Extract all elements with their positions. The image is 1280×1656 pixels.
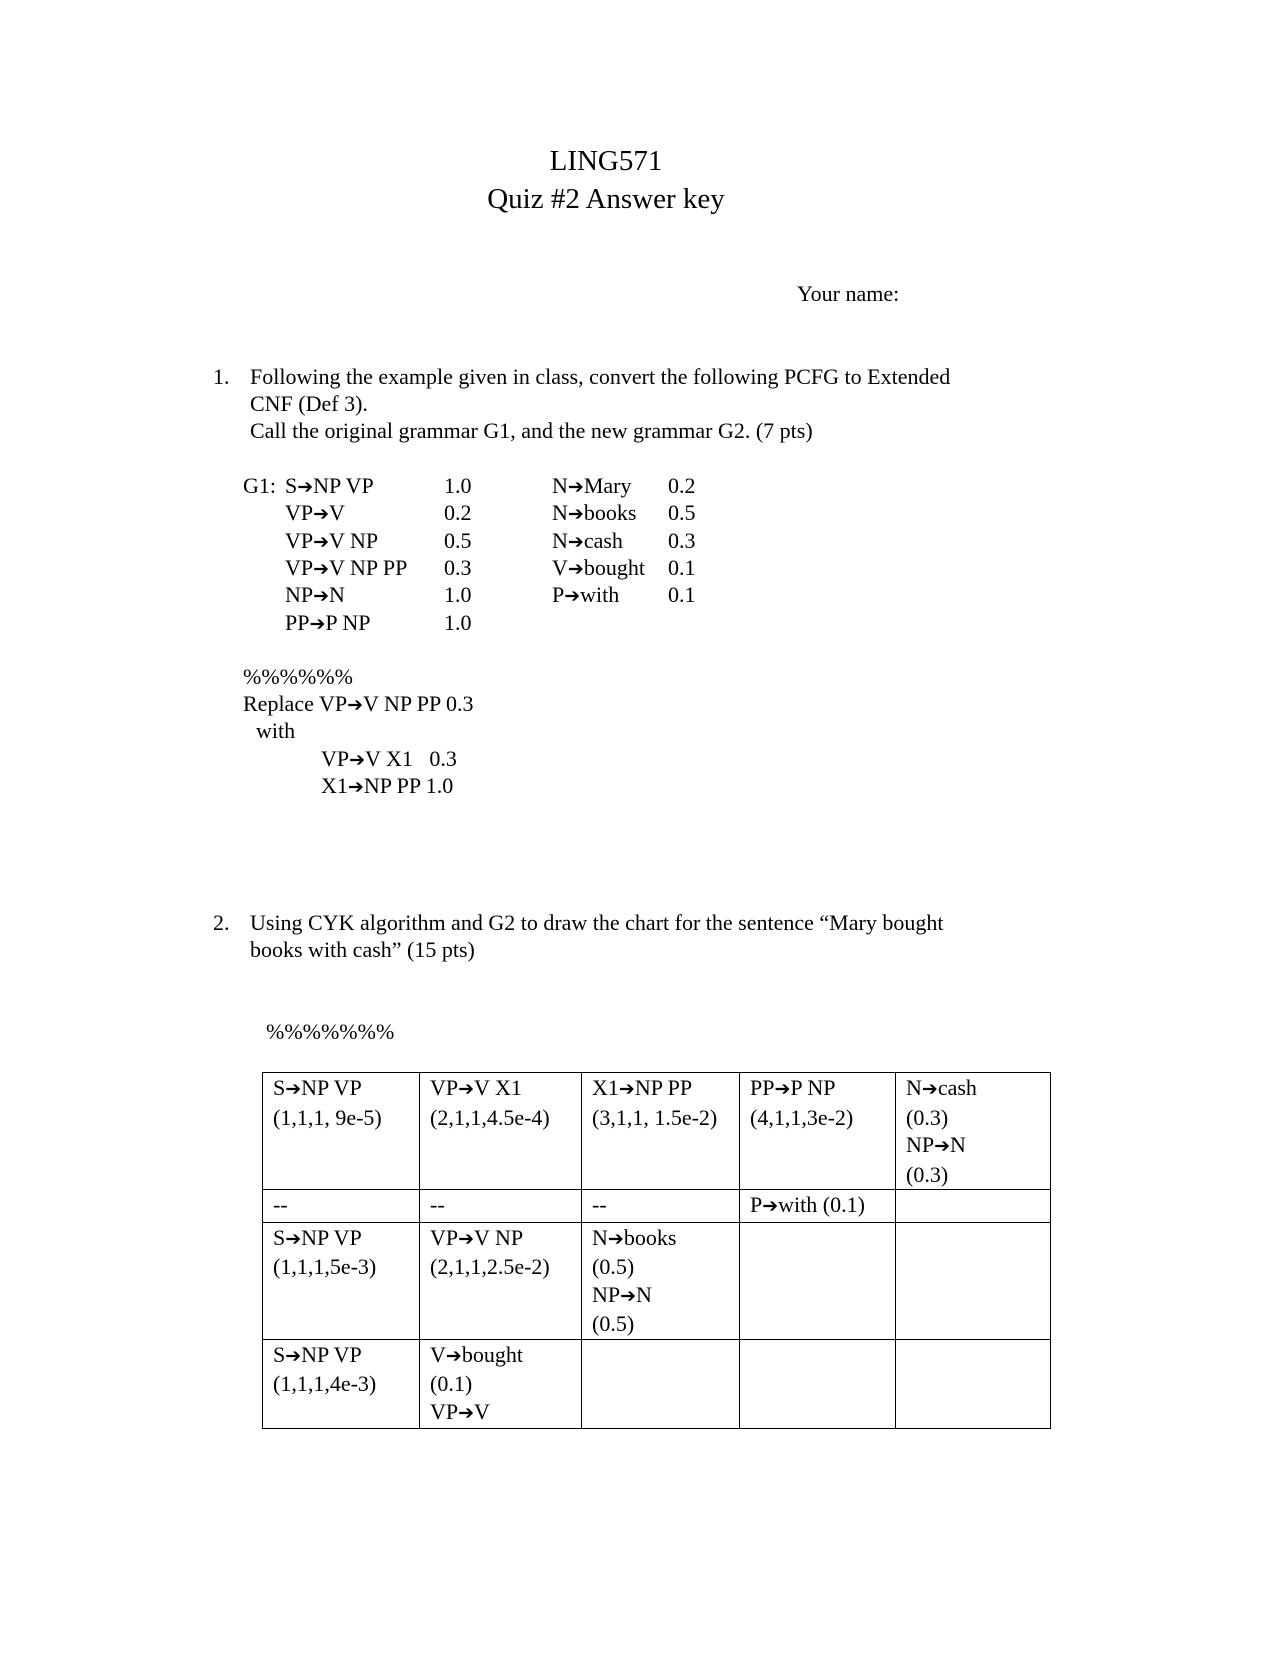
arrow-icon: ➔ bbox=[934, 1135, 951, 1157]
cell-text: S bbox=[273, 1075, 286, 1100]
arrow-icon: ➔ bbox=[774, 1078, 791, 1100]
chart-cell bbox=[420, 1339, 582, 1429]
rule-probability: 1.0 bbox=[444, 582, 472, 608]
chart-cell bbox=[896, 1339, 1051, 1429]
arrow-icon: ➔ bbox=[285, 1227, 302, 1250]
q2-number: 2. bbox=[213, 910, 230, 935]
chart-cell bbox=[582, 1073, 740, 1190]
chart-cell bbox=[263, 1073, 420, 1190]
grammar-rule: VP➔V NP PP bbox=[285, 554, 408, 580]
q1-line: Call the original grammar G1, and the new grammar G2. (7 pts) bbox=[250, 418, 813, 443]
arrow-icon: ➔ bbox=[285, 1078, 302, 1100]
grammar-rule: S➔NP VP bbox=[285, 473, 374, 498]
arrow-icon: ➔ bbox=[567, 503, 584, 526]
chart-cell bbox=[263, 1222, 420, 1339]
cell-text: P bbox=[750, 1192, 763, 1217]
page-title: Quiz #2 Answer key bbox=[487, 183, 725, 215]
cell-text: -- bbox=[592, 1192, 607, 1217]
cell-text: V X1 (2,1,1,4.5e-4) bbox=[430, 1075, 550, 1130]
course-title: LING571 bbox=[549, 145, 663, 177]
chart-cell bbox=[582, 1339, 740, 1429]
cell-text: N (0.5) bbox=[592, 1281, 652, 1336]
rule-probability: 0.2 bbox=[668, 473, 696, 498]
cell-text: cash (0.3) NP bbox=[906, 1075, 977, 1157]
arrow-icon: ➔ bbox=[445, 1344, 462, 1367]
grammar-rule: PP➔P NP bbox=[285, 609, 371, 635]
arrow-icon: ➔ bbox=[297, 476, 314, 498]
replace-line: Replace VP➔V NP PP 0.3 bbox=[243, 691, 474, 716]
arrow-icon: ➔ bbox=[309, 612, 326, 635]
chart-cell bbox=[263, 1339, 420, 1429]
cell-text: N bbox=[592, 1224, 608, 1250]
new-rule: VP➔V X1 0.3 bbox=[321, 746, 457, 771]
cyk-chart bbox=[262, 1072, 1051, 1429]
arrow-icon: ➔ bbox=[349, 749, 366, 771]
arrow-icon: ➔ bbox=[567, 530, 584, 553]
chart-cell bbox=[740, 1190, 896, 1223]
arrow-icon: ➔ bbox=[458, 1401, 475, 1424]
chart-cell bbox=[420, 1073, 582, 1190]
grammar-rule: N➔Mary bbox=[552, 473, 632, 498]
cell-text: VP bbox=[430, 1224, 459, 1250]
cell-text: with (0.1) bbox=[778, 1192, 865, 1217]
rule-probability: 0.3 bbox=[668, 527, 696, 553]
arrow-icon: ➔ bbox=[347, 694, 363, 716]
grammar-rule: VP➔V bbox=[285, 500, 345, 526]
arrow-icon: ➔ bbox=[285, 1344, 302, 1367]
arrow-icon: ➔ bbox=[313, 585, 330, 608]
cell-text: NP PP (3,1,1, 1.5e-2) bbox=[592, 1075, 718, 1130]
cell-text: V bbox=[474, 1398, 490, 1424]
grammar-rule: N➔books bbox=[552, 500, 637, 526]
separator: %%%%%% bbox=[243, 664, 353, 689]
q1-line: CNF (Def 3). bbox=[250, 391, 368, 416]
arrow-icon: ➔ bbox=[620, 1284, 637, 1307]
cell-text: N bbox=[906, 1075, 922, 1100]
cell-text: -- bbox=[430, 1192, 445, 1217]
chart-cell bbox=[420, 1190, 582, 1223]
rule-probability: 0.1 bbox=[668, 554, 696, 580]
arrow-icon: ➔ bbox=[762, 1195, 779, 1217]
arrow-icon: ➔ bbox=[567, 557, 584, 580]
arrow-icon: ➔ bbox=[921, 1078, 938, 1100]
arrow-icon: ➔ bbox=[607, 1227, 624, 1250]
cell-text: V NP (2,1,1,2.5e-2) bbox=[430, 1224, 550, 1279]
chart-cell bbox=[740, 1073, 896, 1190]
g1-label: G1: bbox=[243, 473, 276, 498]
grammar-rule: N➔cash bbox=[552, 527, 623, 553]
arrow-icon: ➔ bbox=[567, 476, 584, 498]
chart-cell bbox=[582, 1222, 740, 1339]
cell-text: PP bbox=[750, 1075, 775, 1100]
arrow-icon: ➔ bbox=[313, 557, 330, 580]
chart-cell bbox=[740, 1339, 896, 1429]
q2-line: books with cash” (15 pts) bbox=[250, 937, 475, 962]
cell-text: NP VP (1,1,1, 9e-5) bbox=[273, 1075, 382, 1130]
grammar-rule: NP➔N bbox=[285, 582, 345, 608]
cell-text: P NP (4,1,1,3e-2) bbox=[750, 1075, 854, 1130]
q2-line: Using CYK algorithm and G2 to draw the chart for the sentence “Mary bought bbox=[250, 910, 944, 935]
new-rule: X1➔NP PP 1.0 bbox=[321, 773, 454, 798]
arrow-icon: ➔ bbox=[458, 1078, 475, 1100]
arrow-icon: ➔ bbox=[618, 1078, 635, 1100]
cell-text: books (0.5) NP bbox=[592, 1224, 677, 1307]
chart-cell bbox=[896, 1190, 1051, 1223]
chart-cell bbox=[740, 1222, 896, 1339]
rule-probability: 1.0 bbox=[444, 473, 472, 498]
arrow-icon: ➔ bbox=[347, 776, 364, 798]
chart-cell bbox=[263, 1190, 420, 1223]
q1-number: 1. bbox=[213, 364, 230, 389]
cell-text: bought (0.1) VP bbox=[430, 1341, 523, 1424]
grammar-rule: P➔with bbox=[552, 582, 620, 608]
rule-probability: 1.0 bbox=[444, 609, 472, 635]
name-label: Your name: bbox=[797, 281, 900, 306]
cell-text: NP VP (1,1,1,4e-3) bbox=[273, 1341, 377, 1396]
chart-row bbox=[263, 1190, 1051, 1223]
arrow-icon: ➔ bbox=[458, 1227, 475, 1250]
chart-cell bbox=[896, 1073, 1051, 1190]
arrow-icon: ➔ bbox=[313, 530, 330, 553]
q1-line: Following the example given in class, convert the following PCFG to Extended bbox=[250, 364, 951, 389]
cell-text: -- bbox=[273, 1192, 288, 1217]
cell-text: V bbox=[430, 1341, 446, 1367]
chart-cell bbox=[896, 1222, 1051, 1339]
chart-cell bbox=[420, 1222, 582, 1339]
rule-probability: 0.5 bbox=[668, 500, 696, 526]
cell-text: N (0.3) bbox=[906, 1132, 966, 1187]
rule-probability: 0.1 bbox=[668, 582, 696, 608]
cell-text: NP VP (1,1,1,5e-3) bbox=[273, 1224, 377, 1279]
cell-text: VP bbox=[430, 1075, 459, 1100]
rule-probability: 0.3 bbox=[444, 554, 472, 580]
grammar-rule: V➔bought bbox=[552, 554, 645, 580]
chart-row bbox=[263, 1073, 1051, 1190]
arrow-icon: ➔ bbox=[313, 503, 330, 526]
cell-text: S bbox=[273, 1341, 286, 1367]
grammar-rule: VP➔V NP bbox=[285, 527, 379, 553]
chart-row bbox=[263, 1339, 1051, 1429]
separator: %%%%%%% bbox=[266, 1019, 395, 1044]
chart-row bbox=[263, 1222, 1051, 1339]
with-label: with bbox=[256, 718, 296, 743]
chart-cell bbox=[582, 1190, 740, 1223]
cell-text: S bbox=[273, 1224, 286, 1250]
cell-text: X1 bbox=[592, 1075, 619, 1100]
arrow-icon: ➔ bbox=[564, 585, 581, 608]
rule-probability: 0.2 bbox=[444, 500, 472, 526]
rule-probability: 0.5 bbox=[444, 527, 472, 553]
